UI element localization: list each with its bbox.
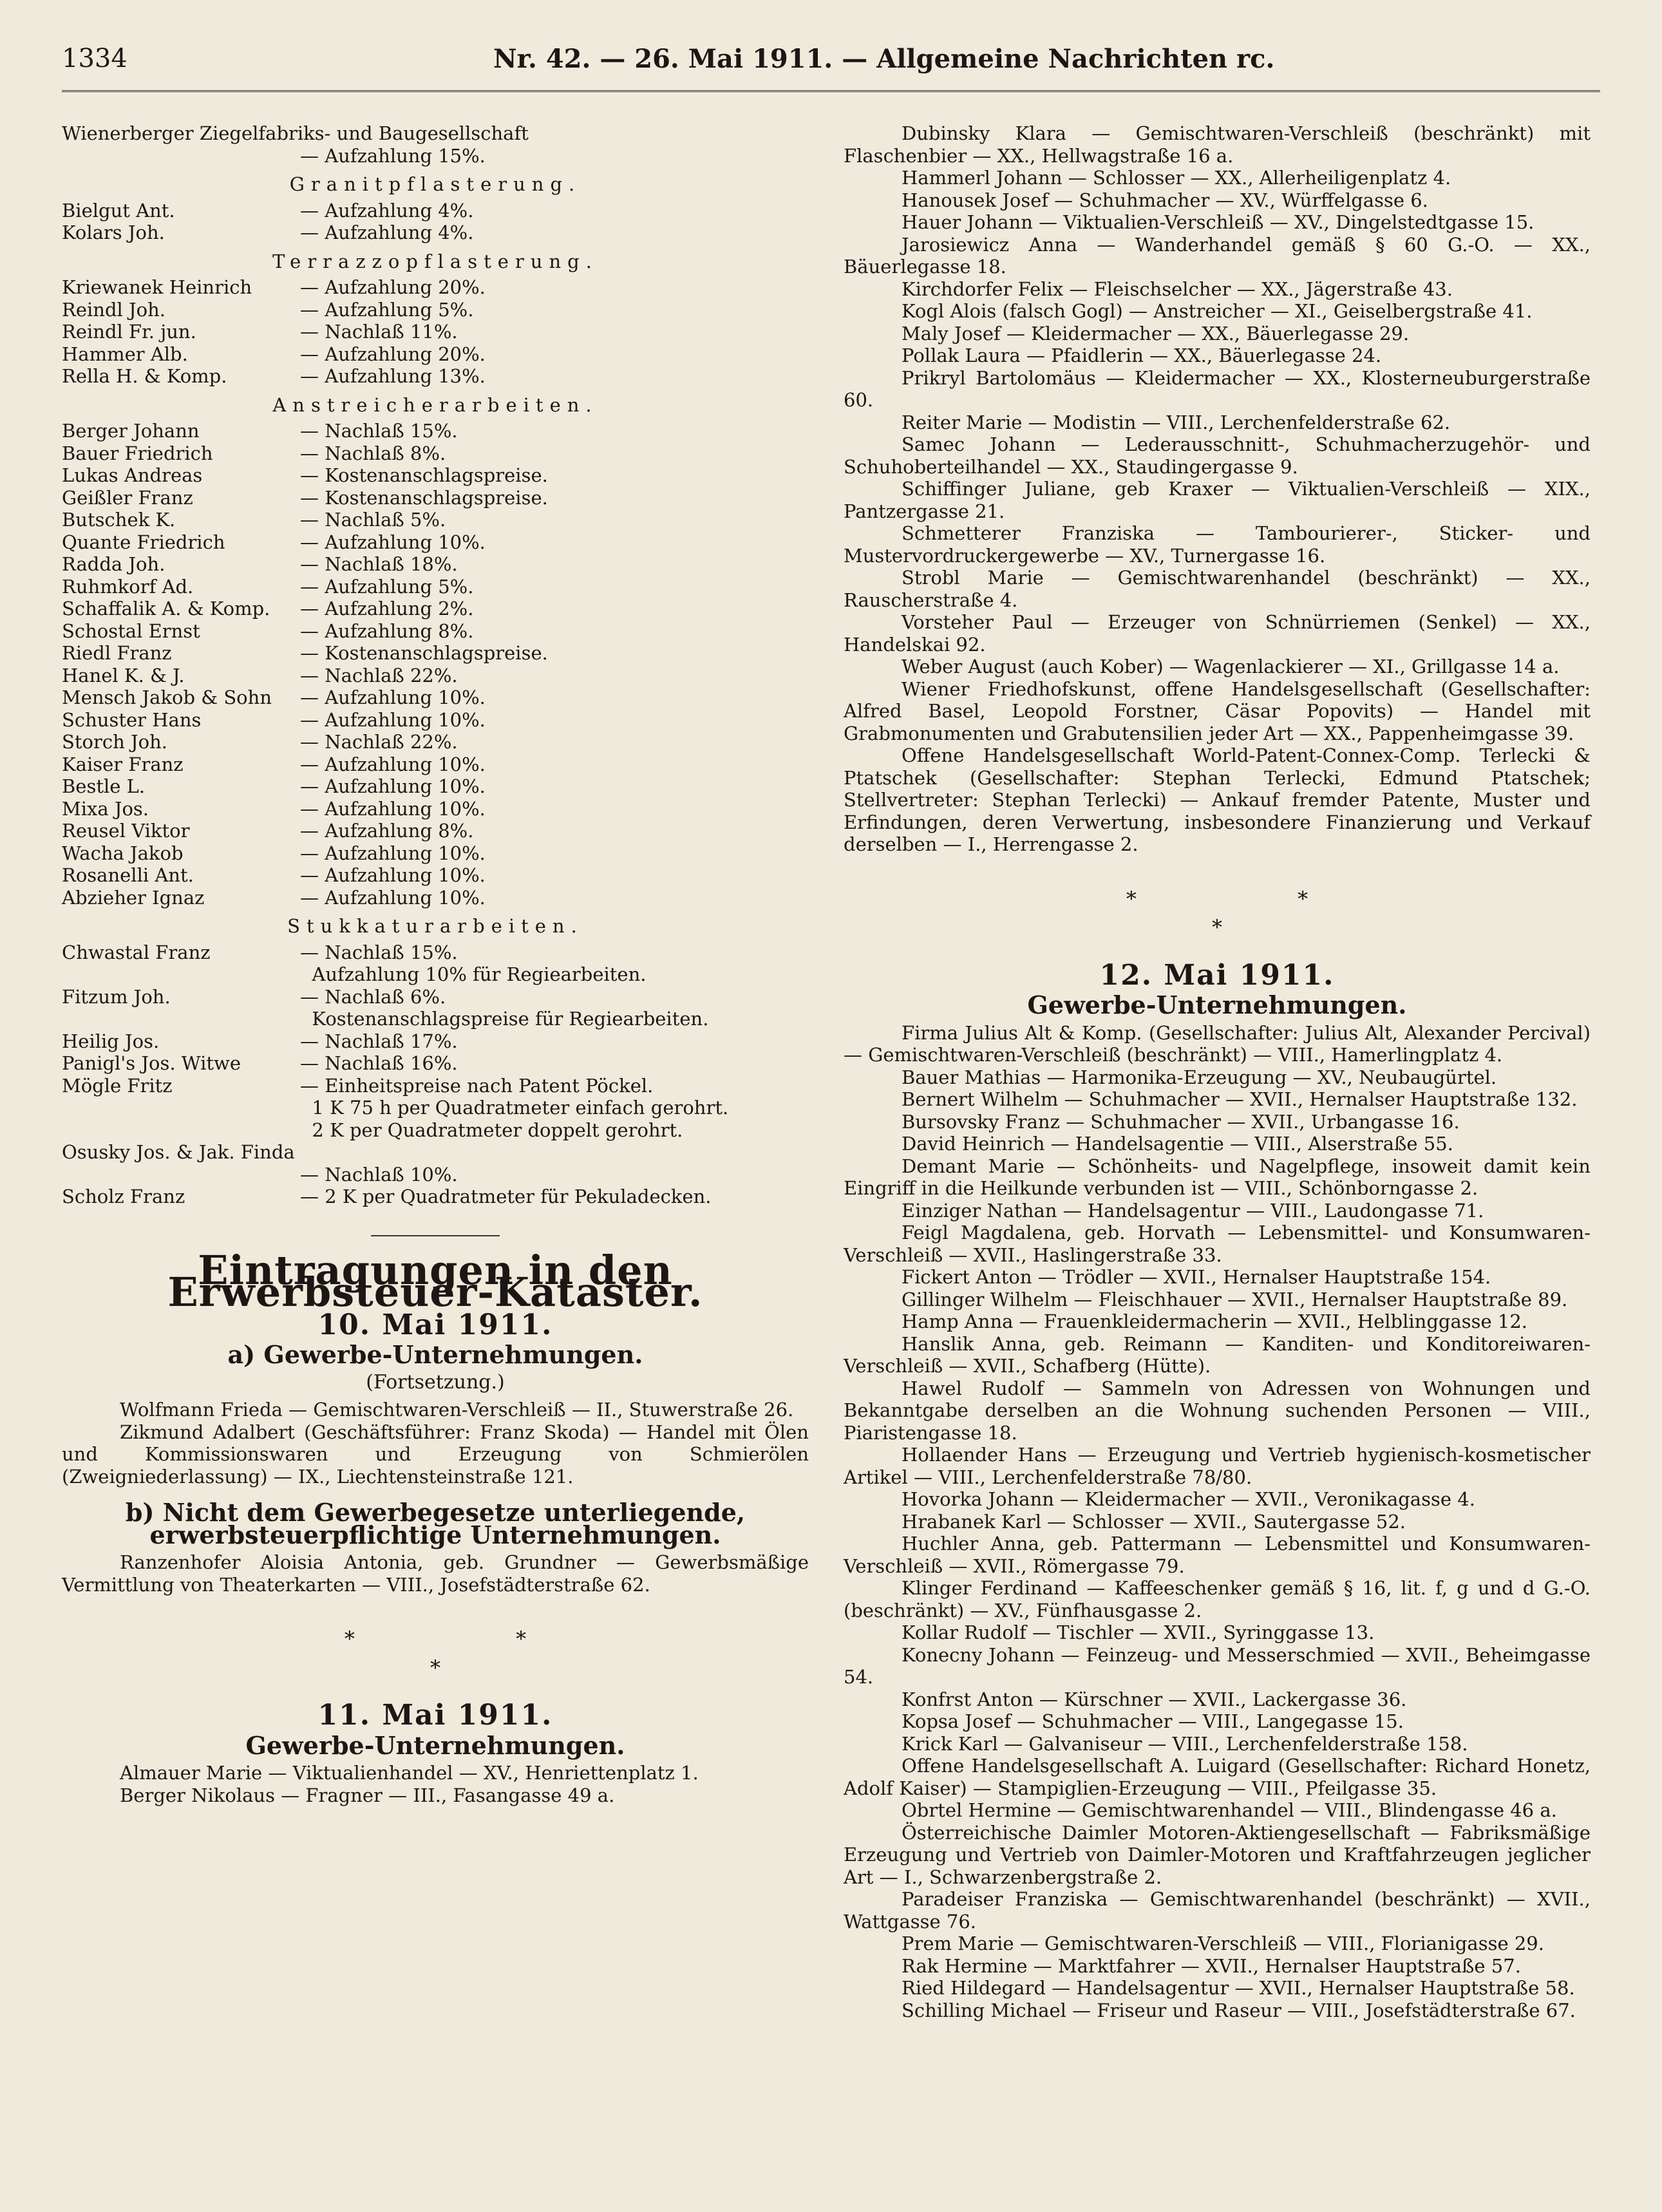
company-name: Chwastal Franz [62,941,211,963]
list-item [62,842,809,865]
register-entry: Klinger Ferdinand — Kaffeeschenker gemäß § 16, lit. f, g und d G.-O. (beschränkt) — XV., Fünfhausgasse 2. [844,1577,1591,1621]
bid-value: — Nachlaß 15%. [300,420,458,442]
register-entry: Feigl Magdalena, geb. Horvath — Lebensmittel- und Konsumwaren-Verschleiß — XVII., Haslingerstraße 33. [844,1222,1591,1266]
register-entry: Paradeiser Franziska — Gemischtwarenhandel (beschränkt) — XVII., Wattgasse 76. [844,1888,1591,1933]
subheading: Gewerbe-Unternehmungen. [1027,990,1407,1019]
register-entry: Vorsteher Paul — Erzeuger von Schnürriemen (Senkel) — XX., Handelskai 92. [844,611,1591,656]
list-item [62,343,809,366]
section-title: Terrazzopflasterung. [272,250,598,272]
bid-value: — Nachlaß 11%. [300,321,458,343]
bid-value: Kostenanschlagspreise für Regiearbeiten. [300,1008,709,1030]
separator-stars: * * [1126,886,1386,911]
bid-value: — Aufzahlung 4%. [300,199,474,222]
list-item [62,576,809,598]
company-name: Lukas Andreas [62,464,203,486]
register-entry: Hollaender Hans — Erzeugung und Vertrieb hygienisch-kosmetischer Artikel — VIII., Lerchenfelderstraße 78/80. [844,1444,1591,1488]
continuation-note: (Fortsetzung.) [366,1370,505,1394]
bid-value: — Nachlaß 17%. [300,1030,458,1052]
company-name: Fitzum Joh. [62,985,171,1008]
company-name: Rella H. & Komp. [62,365,227,387]
register-entry: Hrabanek Karl — Schlosser — XVII., Sautergasse 52. [902,1510,1406,1533]
list-item [62,1186,809,1208]
bid-value: — Nachlaß 8%. [300,442,446,464]
company-name: Riedl Franz [62,642,172,664]
company-name: Kolars Joh. [62,222,165,243]
register-entry: Kirchdorfer Felix — Fleischselcher — XX., Jägerstraße 43. [902,278,1453,300]
top-line: Wienerberger Ziegelfabriks- und Baugesellschaft [62,122,529,144]
list-item [62,798,809,820]
register-entry: Dubinsky Klara — Gemischtwaren-Verschleiß (beschränkt) mit Flaschenbier — XX., Hellwagstraße 16 a. [844,122,1591,167]
register-entry: Maly Josef — Kleidermacher — XX., Bäuerlegasse 29. [902,322,1410,345]
company-name: Schaffalik A. & Komp. [62,598,270,619]
register-entry: Konfrst Anton — Kürschner — XVII., Lackergasse 36. [902,1688,1407,1710]
company-name: Mixa Jos. [62,797,149,820]
bid-value: — Aufzahlung 8%. [300,619,474,642]
register-entry: Pollak Laura — Pfaidlerin — XX., Bäuerlegasse 24. [902,345,1382,366]
register-entry: Kollar Rudolf — Tischler — XVII., Syringgasse 13. [902,1621,1375,1643]
company-name: Mensch Jakob & Sohn [62,686,272,708]
list-item [62,365,809,388]
bid-value: — Einheitspreise nach Patent Pöckel. [300,1074,654,1097]
company-name: Butschek K. [62,509,176,531]
register-entry: Krick Karl — Galvaniseur — VIII., Lerchenfelderstraße 158. [902,1732,1468,1755]
register-entry: Kopsa Josef — Schuhmacher — VIII., Langegasse 15. [902,1710,1404,1732]
register-entry: Offene Handelsgesellschaft World-Patent-Connex-Comp. Terlecki & Ptatschek (Gesellschafter: Stephan Terlecki, Edmund Ptatschek; Stellvertreter: Stephan Terlecki) — Ankauf fremder Patente, Muster und Erfindungen, deren Verwertung, insbesondere Finanzierung und Verkauf derselben — I., Herrengasse 2. [844,744,1591,855]
company-name: Bestle L. [62,775,146,797]
bid-value: — Kostenanschlagspreise. [300,464,548,486]
list-item [62,222,809,244]
register-entry: Jarosiewicz Anna — Wanderhandel gemäß § 60 G.-O. — XX., Bäuerlegasse 18. [844,233,1591,278]
register-entry: Bernert Wilhelm — Schuhmacher — XVII., Hernalser Hauptstraße 132. [902,1088,1578,1110]
company-name: Bauer Friedrich [62,442,213,464]
list-item [62,941,809,986]
date-heading: 10. Mai 1911. [317,1308,553,1341]
register-entry: Rak Hermine — Marktfahrer — XVII., Hernalser Hauptstraße 57. [902,1954,1521,1977]
date-heading: 12. Mai 1911. [1099,958,1335,992]
list-item [62,753,809,776]
list-item [62,731,809,753]
subheading-c: Gewerbe-Unternehmungen. [245,1730,625,1760]
bid-value: — Kostenanschlagspreise. [300,486,548,509]
bid-value: — Nachlaß 22%. [300,731,458,753]
right-column [844,122,1591,2021]
register-entry: Offene Handelsgesellschaft A. Luigard (Gesellschafter: Richard Honetz, Adolf Kaiser) — Stampiglien-Erzeugung — VIII., Pfeilgasse 35. [844,1755,1591,1799]
list-item [62,553,809,576]
bid-value: — 2 K per Quadratmeter für Pekuladecken. [300,1186,712,1207]
register-entry: Österreichische Daimler Motoren-Aktiengesellschaft — Fabriksmäßige Erzeugung und Vertrieb von Daimler-Motoren und Kraftfahrzeugen jeglicher Art — I., Schwarzenbergstraße 2. [844,1821,1591,1888]
bid-value: — Nachlaß 18%. [300,553,458,575]
bid-value: — Aufzahlung 10%. [300,775,486,797]
company-name: Panigl's Jos. Witwe [62,1052,241,1074]
company-name: Schuster Hans [62,708,202,731]
section-stukkaturarbeiten [62,915,809,1208]
company-name: Scholz Franz [62,1186,185,1207]
register-entry: Huchler Anna, geb. Pattermann — Lebensmittel und Konsumwaren-Verschleiß — XVII., Römergasse 79. [844,1533,1591,1577]
list-item [62,200,809,222]
entries-c [62,1762,809,1806]
list-item [62,1075,809,1142]
bid-value: — Aufzahlung 8%. [300,820,474,842]
company-name: Radda Joh. [62,553,165,575]
page-title: Nr. 42. — 26. Mai 1911. — Allgemeine Nachrichten rc. [493,44,1275,74]
section-title: Stukkaturarbeiten. [287,915,583,937]
entries-12-mai [844,1022,1591,2022]
register-entry: Wolfmann Frieda — Gemischtwaren-Verschleiß — II., Stuwerstraße 26. [120,1399,794,1421]
register-entry: Berger Nikolaus — Fragner — III., Fasangasse 49 a. [120,1784,615,1806]
list-item [62,1052,809,1075]
bid-value: — Aufzahlung 10%. [300,797,486,820]
register-entry: Konecny Johann — Feinzeug- und Messerschmied — XVII., Beheimgasse 54. [844,1643,1591,1688]
list-item [62,487,809,509]
list-item [62,864,809,887]
register-entry: Kogl Alois (falsch Gogl) — Anstreicher — XI., Geiselbergstraße 41. [902,300,1533,322]
bid-value: — Nachlaß 6%. [300,985,446,1008]
register-entry: Hanousek Josef — Schuhmacher — XV., Würffelgasse 6. [902,189,1428,211]
list-item [62,531,809,554]
register-entry: David Heinrich — Handelsagentie — VIII., Alserstraße 55. [902,1133,1453,1155]
register-entry: Hammerl Johann — Schlosser — XX., Allerheiligenplatz 4. [902,167,1451,189]
register-entry: Einziger Nathan — Handelsagentur — VIII., Laudongasse 71. [902,1199,1484,1222]
register-entry: Wiener Friedhofskunst, offene Handelsgesellschaft (Gesellschafter: Alfred Basel, Leopold Forstner, Cäsar Popovits) — Handel mit Grabmonumenten und Grabutensilien jeder Art — XX., Pappenheimgasse 39. [844,677,1591,744]
bid-value: — Aufzahlung 10%. [300,708,486,731]
company-name: Abzieher Ignaz [62,886,205,909]
register-entry: Weber August (auch Kober) — Wagenlackierer — XI., Grillgasse 14 a. [902,656,1560,677]
list-item [62,665,809,687]
list-item [62,709,809,732]
company-name: Hanel K. & J. [62,664,185,686]
list-item [62,887,809,909]
register-entry: Obrtel Hermine — Gemischtwarenhandel — VIII., Blindengasse 46 a. [902,1799,1557,1821]
section-title: Granitpflasterung. [289,173,581,195]
register-entry: Schmetterer Franziska — Tambourierer-, Sticker- und Mustervordruckergewerbe — XV., Turnergasse 16. [844,522,1591,567]
company-name: Geißler Franz [62,486,193,509]
list-item [62,820,809,842]
company-name: Kaiser Franz [62,753,184,775]
company-name: Hammer Alb. [62,343,188,365]
section-terrazzopflasterung [62,251,809,388]
list-item [62,509,809,531]
list-item [62,686,809,709]
bid-value: Aufzahlung 10% für Regiearbeiten. [300,963,647,985]
list-item [62,276,809,299]
register-entry: Zikmund Adalbert (Geschäftsführer: Franz Skoda) — Handel mit Ölen und Kommissionswaren und Erzeugung von Schmierölen (Zweigniederlassung) — IX., Liechtensteinstraße 121. [62,1421,809,1488]
header-rule [62,90,1600,92]
company-name: Reindl Joh. [62,298,165,321]
register-entry: Schiffinger Juliane, geb Kraxer — Viktualien-Verschleiß — XIX., Pantzergasse 21. [844,478,1591,522]
register-entry: Almauer Marie — Viktualienhandel — XV., Henriettenplatz 1. [120,1762,699,1784]
bid-value: — Aufzahlung 20%. [300,276,486,298]
list-item [62,464,809,487]
bid-value: 1 K 75 h per Quadratmeter einfach gerohrt. [300,1097,729,1119]
list-item [62,598,809,620]
entries-b [62,1551,809,1596]
company-name: Kriewanek Heinrich [62,276,252,298]
list-item [62,1141,809,1186]
bid-value: — Aufzahlung 5%. [300,298,474,321]
company-name: Ruhmkorf Ad. [62,575,194,598]
bid-value: — Aufzahlung 13%. [300,365,486,387]
company-name: Mögle Fritz [62,1074,173,1097]
entries-10-mai [844,122,1591,856]
register-entry: Bauer Mathias — Harmonika-Erzeugung — XV., Neubaugürtel. [902,1066,1497,1088]
section-title: Anstreicherarbeiten. [272,393,598,416]
register-entry: Prem Marie — Gemischtwaren-Verschleiß — VIII., Florianigasse 29. [902,1933,1544,1954]
list-item [62,986,809,1030]
company-name: Heilig Jos. [62,1030,160,1052]
company-name: Storch Joh. [62,731,167,753]
register-entry: Gillinger Wilhelm — Fleischhauer — XVII., Hernalser Hauptstraße 89. [902,1288,1568,1310]
bid-value: 2 K per Quadratmeter doppelt gerohrt. [300,1119,683,1141]
page-header [62,44,1600,82]
bid-value [300,1141,809,1164]
list-item [62,321,809,343]
company-name: Osusky Jos. & Jak. Finda [62,1141,295,1163]
bid-value: — Nachlaß 15%. [300,941,458,963]
subheading-b: b) Nicht dem Gewerbegesetze unterliegende, erwerbsteuerpflichtige Unternehmungen. [125,1498,746,1549]
kataster-heading: Eintragungen in den Erwerbsteuer-Kataster. [167,1246,703,1316]
register-entry: Hanslik Anna, geb. Reimann — Kanditen- und Konditoreiwaren-Verschleiß — XVII., Schafberg (Hütte). [844,1332,1591,1377]
register-entry: Reiter Marie — Modistin — VIII., Lerchenfelderstraße 62. [902,411,1451,433]
separator-star: * [1212,915,1222,940]
register-entry: Hamp Anna — Frauenkleidermacherin — XVII., Helblinggasse 12. [902,1310,1528,1332]
register-entry: Hovorka Johann — Kleidermacher — XVII., Veronikagasse 4. [902,1488,1475,1510]
entries-a [62,1399,809,1488]
bid-value: — Kostenanschlagspreise. [300,642,548,664]
register-entry: Hauer Johann — Viktualien-Verschleiß — XV., Dingelstedtgasse 15. [902,211,1535,233]
list-item [62,299,809,321]
bid-value: — Aufzahlung 10%. [300,531,486,553]
bid-value: — Nachlaß 10%. [300,1163,458,1186]
bid-value: — Nachlaß 16%. [300,1052,458,1074]
left-column [62,122,809,1806]
company-name: Wacha Jakob [62,842,184,864]
section-anstreicherarbeiten [62,394,809,909]
register-entry: Ranzenhofer Aloisia Antonia, geb. Grundner — Gewerbsmäßige Vermittlung von Theaterkarten — VIII., Josefstädterstraße 62. [62,1551,809,1596]
list-item [62,442,809,465]
top-line: — Aufzahlung 15%. [300,144,486,167]
bid-value: — Aufzahlung 10%. [300,753,486,775]
bid-value: — Aufzahlung 2%. [300,598,474,619]
register-entry: Firma Julius Alt & Komp. (Gesellschafter: Julius Alt, Alexander Percival) — Gemischtwaren-Verschleiß (beschränkt) — VIII., Hamerlingplatz 4. [844,1021,1591,1066]
top-entry [62,122,809,167]
bid-value: — Aufzahlung 10%. [300,864,486,886]
company-name: Reindl Fr. jun. [62,321,196,343]
register-entry: Samec Johann — Lederausschnitt-, Schuhmacherzugehör- und Schuhoberteilhandel — XX., Staudingergasse 9. [844,433,1591,478]
bid-value: — Aufzahlung 10%. [300,886,486,909]
bid-value: — Nachlaß 5%. [300,509,446,531]
register-entry: Demant Marie — Schönheits- und Nagelpflege, insoweit damit kein Eingriff in die Heilkunde verbunden ist — VIII., Schönborngasse 2. [844,1155,1591,1199]
register-entry: Hawel Rudolf — Sammeln von Adressen von Wohnungen und Bekanntgabe derselben an die Wohnung suchenden Personen — VIII., Piaristengasse 18. [844,1377,1591,1444]
section-granitpflasterung [62,173,809,244]
bid-value: — Aufzahlung 20%. [300,343,486,365]
company-name: Reusel Viktor [62,820,190,842]
register-entry: Schilling Michael — Friseur und Raseur — VIII., Josefstädterstraße 67. [902,1999,1576,2021]
list-item [62,1030,809,1053]
company-name: Schostal Ernst [62,619,200,642]
bid-value: — Nachlaß 22%. [300,664,458,686]
section-divider [371,1235,500,1236]
bid-value: — Aufzahlung 5%. [300,575,474,598]
register-entry: Fickert Anton — Trödler — XVII., Hernalser Hauptstraße 154. [902,1266,1491,1288]
bid-value: — Aufzahlung 10%. [300,686,486,708]
company-name: Bielgut Ant. [62,199,175,222]
separator-star: * [430,1655,440,1680]
bid-value: — Aufzahlung 4%. [300,222,474,243]
register-entry: Prikryl Bartolomäus — Kleidermacher — XX., Klosterneuburgerstraße 60. [844,366,1591,411]
separator-stars: * * [344,1627,604,1651]
list-item [62,775,809,798]
company-name: Berger Johann [62,420,200,442]
company-name: Rosanelli Ant. [62,864,194,886]
date-heading: 11. Mai 1911. [317,1699,553,1732]
bid-value: — Aufzahlung 10%. [300,842,486,864]
list-item [62,420,809,442]
list-item [62,642,809,665]
register-entry: Ried Hildegard — Handelsagentur — XVII., Hernalser Hauptstraße 58. [902,1977,1575,1999]
list-item [62,620,809,643]
register-entry: Strobl Marie — Gemischtwarenhandel (beschränkt) — XX., Rauscherstraße 4. [844,567,1591,611]
company-name: Quante Friedrich [62,531,225,553]
page-number: 1334 [62,44,127,73]
subheading-a: a) Gewerbe-Unternehmungen. [227,1340,643,1369]
register-entry: Bursovsky Franz — Schuhmacher — XVII., Urbangasse 16. [902,1110,1460,1133]
